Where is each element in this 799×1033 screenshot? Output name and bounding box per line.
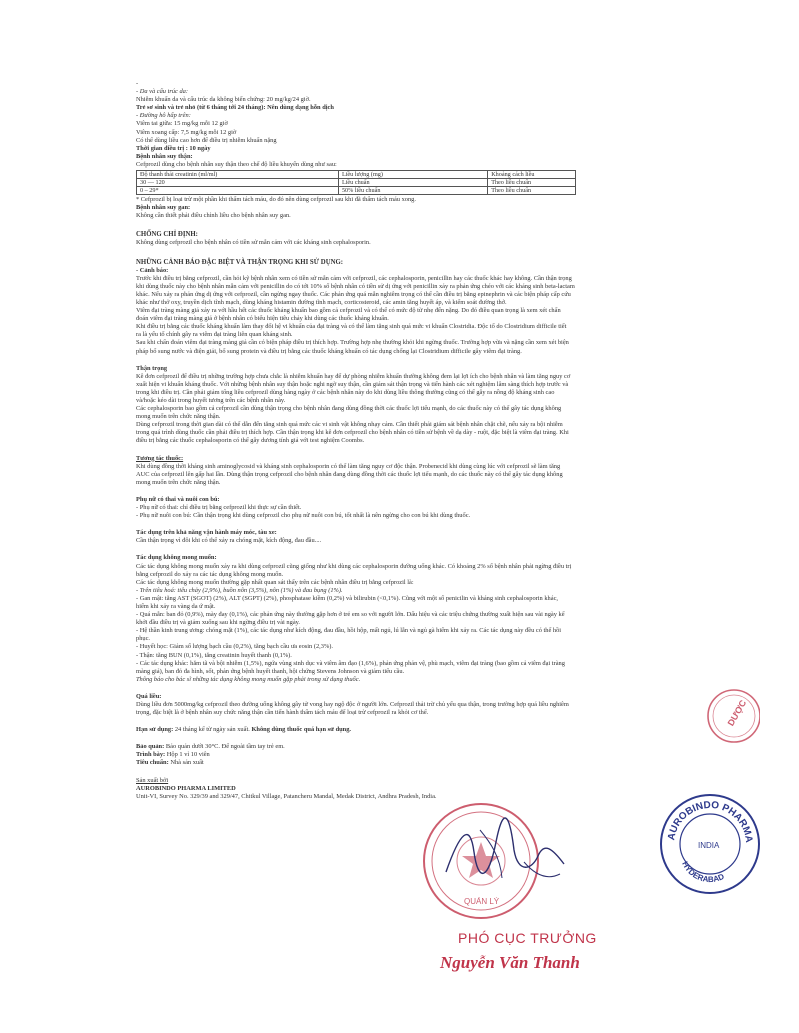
driving-heading: Tác dụng trên khả năng vận hành máy móc, tàu xe:: [136, 529, 277, 537]
contraindications-text: Không dùng cefprozil cho bệnh nhân có tiền sử mẫn cảm với các kháng sinh cephalosporin.: [136, 239, 371, 247]
text-line: màng giả), ban đỏ đa hình, sốt, phản ứng bệnh huyết thanh, hội chứng Stevens Johnson và giảm tiểu cầu.: [136, 667, 405, 675]
liver-heading: Bệnh nhân suy gan:: [136, 204, 191, 212]
adverse-heading: Tác dụng không mong muốn:: [136, 554, 217, 562]
text-line: - Phụ nữ nuôi con bú: Cần thận trọng khi dùng cefprozil cho phụ nữ nuôi con bú, tốt nhất là nên ngừng cho con bú khi dùng thuốc.: [136, 512, 471, 520]
packaging-label: Trình bày:: [136, 751, 166, 759]
overdose-heading: Quá liều:: [136, 692, 162, 700]
manufacturer-address: Unit-VI, Survey No. 329/39 and 329/47, Chitkul Village, Patancheru Mandal, Medak District, Andhra Pradesh, India.: [136, 792, 437, 800]
renal-heading: Bệnh nhân suy thận:: [136, 152, 193, 160]
adverse-paragraph: [136, 563, 708, 684]
resp-line: Có thể dùng liều cao hơn để điều trị nhiễm khuẩn nặng: [136, 136, 277, 144]
text-line: khi dùng thuốc này cho bệnh nhân mẫn cảm với penicillin do có tới 10% số bệnh nhân có tiền sử dị ứng với penicillin xảy ra phản ứng chéo với các kháng sinh beta-lactam: [136, 282, 575, 290]
skin-label: - Da và cấu trúc da:: [136, 88, 188, 96]
packaging: [136, 751, 708, 759]
seal-outer-text: AUROBINDO PHARMA: [666, 799, 755, 844]
text-line: phục.: [136, 635, 151, 643]
svg-text:HYDERABAD: [680, 860, 726, 884]
text-line: Dùng liều đơn 5000mg/kg cefprozil theo đường uống không gây tử vong hay ngộ độc ở người lớn. Cefprozil thải trừ chủ yếu qua thận, trong trường hợp quá liều nghiêm: [136, 701, 569, 708]
manufacturer-label: Sản xuất bởi: [136, 776, 169, 784]
text-line: Các tác dụng không mong muốn xảy ra khi dùng cefprozil cũng giống như khi dùng các cephalosporin đường uống khác. Có khoảng 2% số bệnh nhân phải ngừng điều trị: [136, 562, 572, 570]
standard-label: Tiêu chuẩn:: [136, 759, 169, 767]
text-line: - Các tác dụng khác: hăm tã và bội nhiễm (1,5%), ngứa vùng sinh dục và viêm âm đạo (1,6%), phản ứng phản vệ, phù mạch, viêm đại tràng (bao gồm cả viêm đại tràng: [136, 659, 565, 667]
shelf-life-label: Hạn sử dụng:: [136, 726, 174, 734]
contraindications-heading: CHỐNG CHỈ ĐỊNH:: [136, 231, 198, 239]
text-line: Viêm đại tràng màng giả xảy ra với hầu hết các thuốc kháng khuẩn bao gồm cả cefprozil và có thể có mức độ từ nhẹ đến nặng. Do đó điều quan trọng là xem xét chẩn: [136, 307, 561, 315]
text-line: Dùng cefprozil trong thời gian dài có thể dẫn đến tăng sinh quá mức các vi sinh vật không nhạy cảm. Cần thiết phải giám sát bệnh nhân chặt chẽ, nếu xảy ra bội nhiễm: [136, 421, 563, 429]
treatment-duration: Thời gian điều trị : 10 ngày: [136, 144, 211, 152]
text-line: khởi đầu điều trị và giảm xuống sau khi ngừng điều trị vài ngày.: [136, 619, 301, 627]
text-line: pháp bổ sung nước và điện giải, bổ sung protein và điều trị bằng các thuốc kháng khuẩn có tác dụng chống lại Clostridium difficile gây viêm đại tràng.: [136, 347, 522, 355]
shelf-life-warning: Không dùng thuốc quá hạn sử dụng.: [251, 726, 352, 734]
table-row: [137, 179, 576, 187]
precautions-paragraph: [136, 373, 708, 446]
warnings-heading: NHỮNG CẢNH BÁO ĐẶC BIỆT VÀ THẬN TRỌNG KHI SỬ DỤNG:: [136, 258, 344, 266]
skin-text: Nhiễm khuẩn da và cấu trúc da không biến chứng: 20 mg/kg/24 giờ.: [136, 96, 311, 104]
text-line: Các cephalosporin bao gồm cả cefprozil cần dùng thận trọng cho bệnh nhân đang dùng đồng thời các thuốc lợi tiểu mạnh, do các thuốc này có thể gây tác dụng không: [136, 405, 562, 413]
table-header-cell: Liều lượng (mg): [338, 171, 487, 179]
table-header-cell: Khoảng cách liều: [488, 171, 576, 179]
renal-dose-table: [136, 170, 576, 195]
warnings-paragraph: [136, 275, 708, 356]
table-note: * Cefprozil bị loại trừ một phần khi thẩm tách máu, do đó nên dùng cefprozil sau khi đã thẩm tách máu xong.: [136, 196, 416, 204]
renal-text: Cefprozil dùng cho bệnh nhân suy thận theo chế độ liều khuyến dùng như sau:: [136, 160, 337, 168]
text-line: Các tác dụng không mong muốn thường gặp nhất quan sát thấy trên các bệnh nhân điều trị bằng cefprozil là:: [136, 578, 414, 586]
text-line: - Quá mẫn: ban đỏ (0,9%), mày đay (0,1%), các phản ứng này thường gặp hơn ở trẻ em so với người lớn. Dấu hiệu và các triệu chứng thường xuất hiện sau vài ngày kể: [136, 611, 565, 619]
text-line: AUC của cefprozil lên gấp hai lần. Dùng thận trọng cefprozil cho bệnh nhân đang dùng đồng thời các thuốc lợi tiểu mạnh, do các thuốc này có thể gây tác dụng không: [136, 470, 563, 478]
table-cell: 30 — 120: [137, 179, 339, 187]
text-line: khác như thở oxy, truyền dịch tĩnh mạch, dùng kháng histamin đường tĩnh mạch, corticosteroid, các amin tăng huyết áp, và kiểm soát đường thở.: [136, 298, 507, 306]
storage-text: Bảo quản dưới 30°C. Để ngoài tầm tay trẻ em.: [165, 743, 285, 751]
child-heading: Trẻ sơ sinh và trẻ nhỏ (từ 6 tháng tới 24 tháng): Nên dùng dạng hỗn dịch: [136, 104, 334, 112]
table-cell: Theo liều chuẩn: [488, 179, 576, 187]
leaflet-body: [136, 80, 708, 801]
company-seal: [658, 792, 762, 896]
text-line: Sau khi chẩn đoán viêm đại tràng màng giả cần có biện pháp điều trị thích hợp. Trường hợp nhẹ thường khỏi khi ngừng thuốc. Trường hợp vừa và nặng cần xem xét biện: [136, 339, 569, 347]
text-line: ra là yếu tố chính gây ra viêm đại tràng liên quan kháng sinh.: [136, 331, 293, 339]
text-line: - Phụ nữ có thai: chỉ điều trị bằng cefprozil khi thực sự cần thiết.: [136, 504, 302, 512]
text-line: - Thận: tăng BUN (0,1%), tăng creatinin huyết thanh (0,1%).: [136, 651, 292, 659]
text-line: - Trên tiêu hoá: tiêu chảy (2,9%), buồn nôn (3,5%), nôn (1%) và đau bụng (1%).: [136, 586, 343, 594]
pregnancy-heading: Phụ nữ có thai và nuôi con bú:: [136, 495, 220, 503]
driving-text: Cần thận trọng vì đôi khi có thể xảy ra chóng mặt, kích động, đau đầu....: [136, 537, 322, 545]
resp-line: Viêm tai giữa: 15 mg/kg mỗi 12 giờ: [136, 120, 228, 128]
text-line: hiếm khi xảy ra vàng da ứ mật.: [136, 602, 216, 610]
table-cell: 0 – 29*: [137, 187, 339, 195]
text-line: khác. Nếu xảy ra phản ứng dị ứng với cefprozil, cần ngừng ngay thuốc. Các phản ứng quá mẫn nghiêm trọng có thể cần điều trị bằng epinephrin và các biện pháp cấp cứu: [136, 290, 571, 298]
text-line: Khi điều trị bằng các thuốc kháng khuẩn làm thay đổi hệ vi khuẩn của đại tràng và có thể làm tăng sinh quá mức vi khuẩn Clostridia. Độc tố do Clostridium difficile tiết: [136, 323, 567, 331]
text-line: - Huyết học: Giảm số lượng bạch cầu (0,2%), tăng bạch cầu ưa eosin (2,3%).: [136, 643, 333, 651]
liver-text: Không cần thiết phải điều chỉnh liều cho bệnh nhân suy gan.: [136, 212, 291, 220]
text-line: trọng, đặc biệt là ở bệnh nhân suy chức năng thận cần tiến hành thẩm tách máu để loại trừ cefprozil ra khỏi cơ thể.: [136, 709, 429, 717]
govt-seal-text: QUẢN LÝ: [464, 897, 500, 906]
text-line: mong muốn trên chức năng thận.: [136, 478, 221, 486]
table-header-row: [137, 171, 576, 179]
table-header-cell: Độ thanh thải creatinin (ml/ml): [137, 171, 339, 179]
interactions-heading: Tương tác thuốc:: [136, 454, 184, 462]
text-line: đoán viêm đại tràng màng giả ở bệnh nhân có biểu hiện tiêu chảy khi dùng các thuốc kháng khuẩn.: [136, 315, 389, 323]
standard-text: Nhà sản xuất: [170, 759, 204, 767]
packaging-text: Hộp 1 vỉ 10 viên: [166, 751, 210, 759]
text-line: và/hoặc kéo dài trong huyết tương trên các bệnh nhân này.: [136, 397, 286, 404]
seal-center-text: INDIA: [698, 841, 720, 850]
top-mark: -: [136, 80, 139, 87]
storage-label: Bảo quản:: [136, 743, 165, 751]
table-cell: Liều chuẩn: [338, 179, 487, 187]
text-line: Trước khi điều trị bằng cefprozil, cần hỏi kỹ bệnh nhân xem có tiền sử mẫn cảm với cefprozil, các cephalosporin, penicillin hay các thuốc khác hay không. Cần thận trọng: [136, 274, 572, 282]
text-line: - Gan mật: tăng AST (SGOT) (2%), ALT (SGPT) (2%), phosphatase kiềm (0,2%) và bilirubin (<0,1%). Cũng với một số penicilin và kháng sinh cephalosporin khác,: [136, 594, 559, 602]
text-line: Thông báo cho bác sĩ những tác dụng không mong muốn gặp phải trong sử dụng thuốc.: [136, 675, 361, 683]
resp-line: Viêm xoang cấp: 7,5 mg/kg mỗi 12 giờ: [136, 128, 237, 136]
side-stamp: [700, 686, 760, 746]
text-line: xuất hiện vi khuẩn kháng thuốc. Với những bệnh nhân suy thận hoặc nghi ngờ suy thận, cần giám sát thận trọng và tiến hành các xét nghiệm lâm sàng thích hợp trước và: [136, 380, 569, 388]
text-line: trong quá trình dùng thuốc cần phải điều trị thích hợp. Cần thận trọng khi kê đơn cefprozil cho bệnh nhân có tiền sử bệnh về dạ dày - ruột, đặc biệt là viêm đại tràng. Khi: [136, 429, 569, 437]
text-line: Kê đơn cefprozil để điều trị những trường hợp chưa chắc là nhiễm khuẩn hay để dự phòng nhiễm khuẩn thường không đem lại lợi ích cho bệnh nhân và làm tăng nguy cơ: [136, 372, 571, 380]
warnings-subheading: - Cảnh báo:: [136, 266, 169, 274]
official-title: PHÓ CỤC TRƯỞNG: [458, 930, 597, 946]
precautions-heading: Thận trọng: [136, 364, 168, 372]
text-line: điều trị bằng các thuốc cephalosporin có thể gây dương tính giả với test nghiệm Coombs.: [136, 437, 365, 445]
shelf-life-text: 24 tháng kể từ ngày sản xuất.: [174, 726, 250, 734]
text-line: bằng cefprozil do xảy ra các tác dụng không mong muốn.: [136, 570, 284, 578]
table-cell: Theo liều chuẩn: [488, 187, 576, 195]
text-line: trong khi điều trị. Cần phải giảm tổng liều cefprozil dùng hàng ngày ở các bệnh nhân này do khi dùng liều thông thường cũng có thể gây ra nồng độ kháng sinh cao: [136, 388, 555, 396]
signature-scribble: [440, 812, 570, 892]
official-name: Nguyễn Văn Thanh: [440, 953, 580, 972]
side-stamp-text: DƯỢC: [725, 698, 749, 728]
resp-label: - Đường hô hấp trên:: [136, 112, 191, 120]
storage: [136, 743, 708, 751]
text-line: - Hệ thần kinh trung ương: chóng mặt (1%), các tác dụng như kích động, đau đầu, hồi hộp, mất ngủ, lú lẫn và ngủ gà hiếm khi xảy ra. Các tác dụng này đều có thể hồi: [136, 627, 562, 635]
text-line: Khi dùng đồng thời kháng sinh aminoglycosid và kháng sinh cephalosporin có thể làm tăng nguy cơ độc thận. Probenecid khi dùng cùng lúc với cefprozil sẽ làm tăng: [136, 462, 561, 470]
text-line: mong muốn trên chức năng thận.: [136, 413, 221, 421]
standard: [136, 759, 708, 767]
seal-lower-text: HYDERABAD: [680, 859, 726, 885]
table-row: [137, 187, 576, 195]
table-cell: 50% liều chuẩn: [338, 187, 487, 195]
manufacturer-name: AUROBINDO PHARMA LIMITED: [136, 784, 236, 792]
shelf-life: [136, 726, 708, 734]
